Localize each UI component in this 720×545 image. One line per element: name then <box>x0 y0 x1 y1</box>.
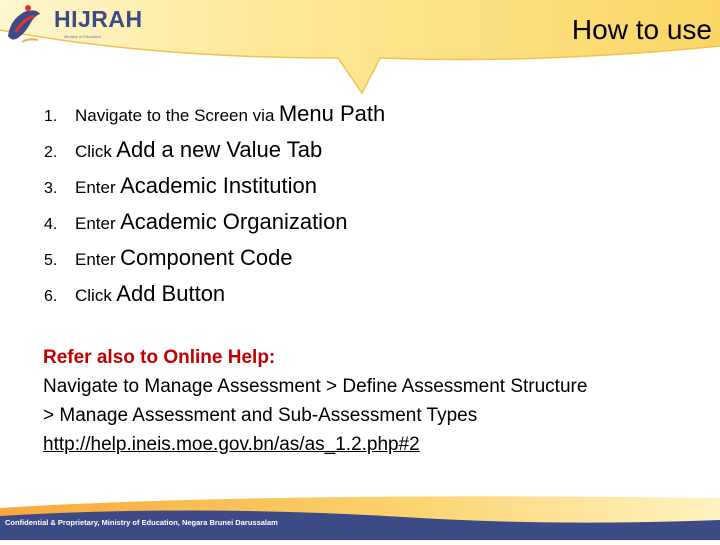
steps-list <box>44 96 385 312</box>
step-number: 1. <box>44 108 58 125</box>
step-text: Click <box>75 286 112 305</box>
step-text: Navigate to the Screen via <box>75 106 275 125</box>
online-help-link[interactable]: http://help.ineis.moe.gov.bn/as/as_1.2.php#2 <box>43 434 420 455</box>
step-emphasis: Add Button <box>116 281 226 306</box>
logo-tagline: Ministry of Education <box>64 34 102 39</box>
step-number: 4. <box>44 216 58 233</box>
step-item <box>44 204 385 240</box>
refer-path-line-1: Navigate to Manage Assessment > Define Assessment Structure <box>43 376 588 397</box>
refer-path-line-2: > Manage Assessment and Sub-Assessment Types <box>43 405 478 426</box>
step-text: Enter <box>75 214 116 233</box>
header-banner <box>0 0 720 95</box>
footer-text: Confidential & Proprietary, Ministry of Education, Negara Brunei Darussalam <box>5 518 278 527</box>
step-number: 2. <box>44 144 58 161</box>
footer-banner <box>0 490 720 540</box>
step-number: 3. <box>44 180 58 197</box>
logo-text: HIJRAH <box>54 6 143 32</box>
online-help-reference <box>43 343 703 459</box>
step-item <box>44 276 385 312</box>
step-emphasis: Academic Institution <box>120 173 317 198</box>
step-text: Click <box>75 142 112 161</box>
step-item <box>44 96 385 132</box>
step-text: Enter <box>75 178 116 197</box>
step-emphasis: Component Code <box>120 245 293 270</box>
step-text: Enter <box>75 250 116 269</box>
step-number: 6. <box>44 288 58 305</box>
step-emphasis: Menu Path <box>278 101 386 126</box>
hijrah-logo <box>4 2 154 48</box>
step-item <box>44 132 385 168</box>
step-number: 5. <box>44 252 58 269</box>
step-item <box>44 168 385 204</box>
footer-background <box>0 490 720 540</box>
step-emphasis: Academic Organization <box>120 209 348 234</box>
page-title: How to use <box>571 14 712 45</box>
refer-title: Refer also to Online Help: <box>43 347 276 368</box>
step-emphasis: Add a new Value Tab <box>116 137 323 162</box>
step-item <box>44 240 385 276</box>
brunei-map-icon <box>4 2 50 48</box>
